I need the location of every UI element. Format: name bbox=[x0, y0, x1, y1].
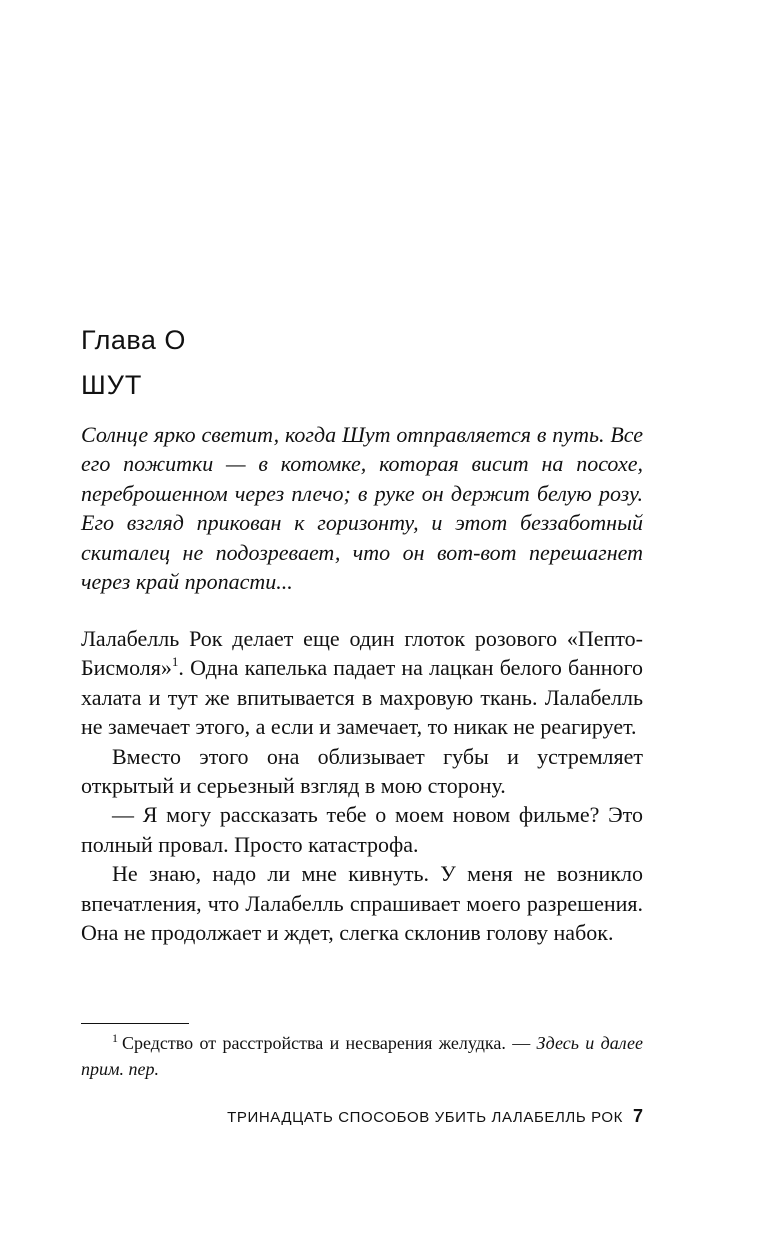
paragraph-4: Не знаю, надо ли мне кивнуть. У меня не возникло впечатления, что Лалабелль спрашивает моего разрешения. Она не продолжает и ждет, слегка склонив голову набок. bbox=[81, 861, 643, 946]
footnote-note: Здесь и далее прим. пер. bbox=[81, 1033, 643, 1079]
chapter-title: ШУТ bbox=[81, 370, 143, 400]
footnote-reference[interactable]: 1 bbox=[171, 654, 179, 670]
footnote bbox=[81, 1030, 643, 1082]
paragraph-2: Вместо этого она облизывает губы и устремляет открытый и серьезный взгляд в мою сторону. bbox=[81, 743, 643, 799]
paragraph-1 bbox=[81, 624, 643, 742]
footnote-rule bbox=[81, 1023, 189, 1024]
footnote-text: Средство от расстройства и несварения желудка. — bbox=[122, 1033, 537, 1053]
body-text bbox=[81, 624, 643, 947]
page-number: 7 bbox=[632, 1106, 643, 1126]
chapter-label: Глава О bbox=[81, 325, 186, 355]
paragraph-3: — Я могу рассказать тебе о моем новом фильме? Это полный провал. Просто катастрофа. bbox=[81, 802, 643, 857]
paragraph-1-text-a: Лалабелль Рок делает еще один глоток розового «Пепто-Бисмоля» bbox=[81, 626, 643, 681]
paragraph-1-text-b: . Одна капелька падает на лацкан белого банного халата и тут же впитывается в махровую ткань. Лалабелль не замечает этого, а если и замечает, то никак не реагирует. bbox=[81, 655, 643, 740]
running-title: ТРИНАДЦАТЬ СПОСОБОВ УБИТЬ ЛАЛАБЕЛЛЬ РОК bbox=[227, 1109, 623, 1126]
footnote-number: 1 bbox=[112, 1031, 118, 1045]
epigraph bbox=[81, 420, 643, 596]
running-footer bbox=[81, 1105, 643, 1129]
epigraph-text: Солнце ярко светит, когда Шут отправляется в путь. Все его пожитки — в котомке, которая висит на посохе, переброшенном через плечо; в руке он держит белую розу. Его взгляд прикован к горизонту, и этот беззаботный скиталец не подозревает, что он вот-вот перешагнет через край пропасти... bbox=[81, 422, 643, 595]
